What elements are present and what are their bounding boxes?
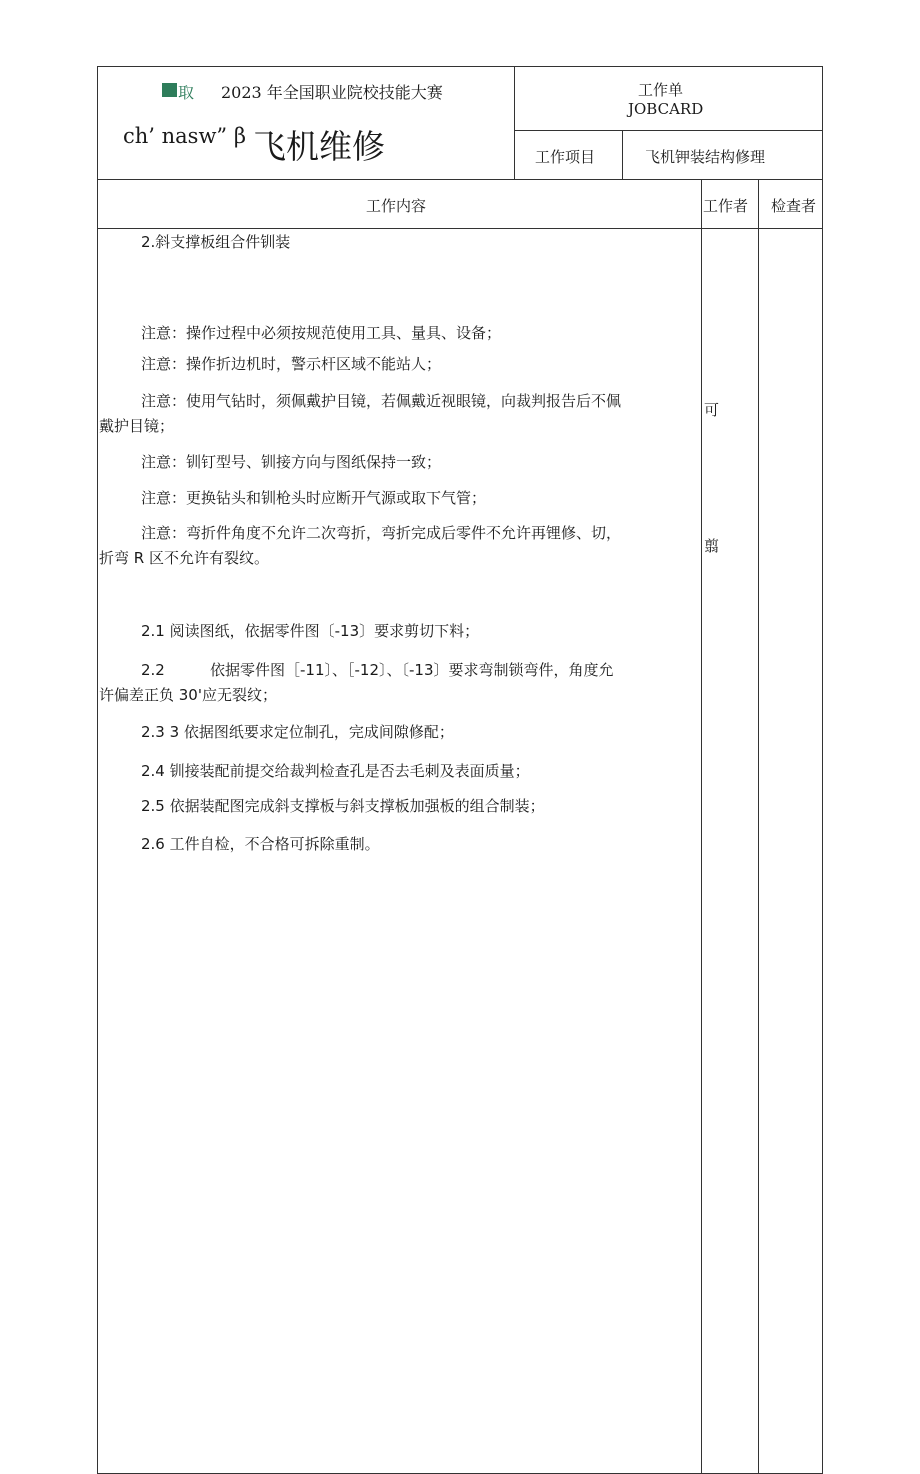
note-line-continued: 折弯 R 区不允许有裂纹。 xyxy=(99,549,269,567)
step-line: 依据零件图［-11〕、［-12〕、〔-13〕要求弯制锁弯件，角度允 xyxy=(210,661,614,679)
worker-mark: 翦 xyxy=(704,537,720,555)
column-header-worker: 工作者 xyxy=(703,197,749,215)
step-line: 2.3 3 依据图纸要求定位制孔，完成间隙修配； xyxy=(141,723,454,741)
note-line: 注意：更换钻头和钏枪头时应断开气源或取下气管； xyxy=(141,489,487,507)
header-divider-vertical xyxy=(514,66,515,179)
step-line: 2.1 阅读图纸，依据零件图〔-13〕要求剪切下料； xyxy=(141,622,480,640)
worker-mark: 可 xyxy=(704,401,720,419)
project-value: 飞机钾装结构修理 xyxy=(645,148,766,166)
project-label: 工作项目 xyxy=(535,148,596,166)
note-line: 注意：操作折边机时，警示杆区域不能站人； xyxy=(141,355,442,373)
header-bottom-rule xyxy=(97,179,823,180)
column-header-content: 工作内容 xyxy=(366,197,427,215)
step-number: 2.2 xyxy=(141,661,165,679)
section-title: 2.斜支撑板组合件钏装 xyxy=(141,233,291,251)
logo-text: 取 xyxy=(178,83,195,102)
project-divider xyxy=(622,130,623,179)
jobcard-title-en: JOBCARD xyxy=(628,100,704,118)
competition-title: 2023 年全国职业院校技能大赛 xyxy=(221,83,443,102)
note-line: 注意：操作过程中必须按规范使用工具、量具、设备； xyxy=(141,324,502,342)
column-header-rule xyxy=(97,228,823,229)
note-line-continued: 戴护目镜； xyxy=(99,417,175,435)
header-divider-horizontal xyxy=(514,130,823,131)
worker-column-divider xyxy=(701,179,702,1474)
note-line: 注意：弯折件角度不允许二次弯折，弯折完成后零件不允许再锂修、切， xyxy=(141,524,622,542)
note-line: 注意：钏钉型号、钏接方向与图纸保持一致； xyxy=(141,453,442,471)
note-line: 注意：使用气钻时，须佩戴护目镜，若佩戴近视眼镜，向裁判报告后不佩 xyxy=(141,392,622,410)
step-line: 2.6 工件自检，不合格可拆除重制。 xyxy=(141,835,380,853)
checker-column-divider xyxy=(758,179,759,1474)
step-line-continued: 许偏差正负 30'应无裂纹； xyxy=(99,686,277,704)
subtitle-latin: ch’ nasw” β xyxy=(123,124,246,148)
logo-icon xyxy=(162,83,177,97)
page-title: 飞机维修 xyxy=(253,127,385,166)
step-line: 2.4 钏接装配前提交给裁判检查孔是否去毛刺及表面质量； xyxy=(141,762,530,780)
step-line: 2.5 依据装配图完成斜支撑板与斜支撑板加强板的组合制装； xyxy=(141,797,545,815)
jobcard-title-cn: 工作单 xyxy=(638,81,684,99)
column-header-checker: 检查者 xyxy=(771,197,817,215)
